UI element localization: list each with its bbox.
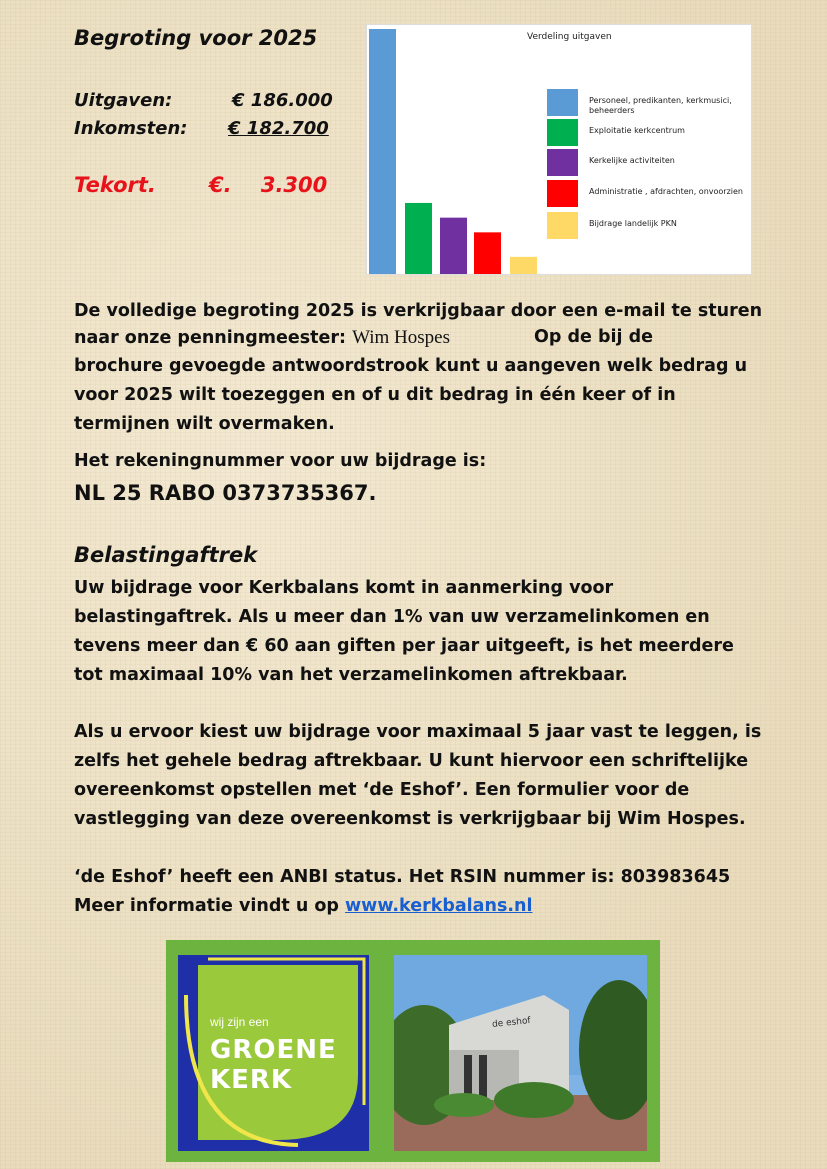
text-line: Het rekeningnummer voor uw bijdrage is: <box>74 451 487 471</box>
text-line: Uw bijdrage voor Kerkbalans komt in aanmerking voor <box>74 578 614 598</box>
text-line <box>74 325 827 351</box>
text-line: termijnen wilt overmaken. <box>74 414 335 434</box>
text-line: Als u ervoor kiest uw bijdrage voor maximaal 5 jaar vast te leggen, is <box>74 722 762 742</box>
bar-2 <box>405 203 432 274</box>
legend-label: Kerkelijke activiteiten <box>589 156 675 165</box>
text-line: tot maximaal 10% van het verzamelinkomen aftrekbaar. <box>74 665 628 685</box>
text-line: belastingaftrek. Als u meer dan 1% van uw verzamelinkomen en <box>74 607 710 627</box>
text-span: Op de bij de <box>534 327 653 347</box>
text-span: naar onze penningmeester: <box>74 328 346 348</box>
text-span: Meer informatie vindt u op <box>74 896 339 916</box>
text-line: ‘de Eshof’ heeft een ANBI status. Het RSIN nummer is: 803983645 <box>74 867 731 887</box>
income-label: Inkomsten: <box>74 118 188 139</box>
expense-chart <box>366 24 752 275</box>
text-line: De volledige begroting 2025 is verkrijgbaar door een e-mail te sturen <box>74 301 763 321</box>
text-line: vastlegging van deze overeenkomst is verkrijgbaar bij Wim Hospes. <box>74 809 746 829</box>
bar-4 <box>474 232 501 274</box>
text-line: overeenkomst opstellen met ‘de Eshof’. Een formulier voor de <box>74 780 690 800</box>
building-sign: de eshof <box>491 1016 532 1030</box>
bar-3 <box>440 218 467 274</box>
legend-swatch <box>547 119 578 146</box>
legend-label: Personeel, predikanten, kerkmusici, beheerders <box>589 96 732 115</box>
account-number: NL 25 RABO 0373735367. <box>74 481 377 505</box>
legend-swatch <box>547 89 578 116</box>
kerkbalans-link[interactable]: www.kerkbalans.nl <box>345 896 533 916</box>
building-graphic <box>394 955 647 1151</box>
treasurer-name: Wim Hospes <box>352 327 451 348</box>
chart-title: Verdeling uitgaven <box>527 32 612 42</box>
legend-swatch <box>547 180 578 207</box>
deficit-value: €. 3.300 <box>209 173 328 197</box>
footer-banner <box>166 940 660 1162</box>
expenses-value: € 186.000 <box>232 90 333 111</box>
text-line: tevens meer dan € 60 aan giften per jaar uitgeeft, is het meerdere <box>74 636 734 656</box>
legend-swatch <box>547 149 578 176</box>
text-line: zelfs het gehele bedrag aftrekbaar. U kunt hiervoor een schriftelijke <box>74 751 749 771</box>
church-building-photo <box>394 955 647 1151</box>
legend-label: Administratie , afdrachten, onvoorzien <box>589 187 743 196</box>
bar-5 <box>510 257 537 274</box>
legend-label: Exploitatie kerkcentrum <box>589 126 685 135</box>
text-line <box>74 894 774 919</box>
income-value: € 182.700 <box>228 118 329 139</box>
bar-1 <box>369 29 396 274</box>
logo-line1: GROENE <box>210 1035 337 1065</box>
text-line: brochure gevoegde antwoordstrook kunt u aangeven welk bedrag u <box>74 356 748 376</box>
legend-swatch <box>547 212 578 239</box>
text-line: voor 2025 wilt toezeggen en of u dit bedrag in één keer of in <box>74 385 676 405</box>
expenses-label: Uitgaven: <box>74 90 173 111</box>
legend-label: Bijdrage landelijk PKN <box>589 219 677 228</box>
budget-title: Begroting voor 2025 <box>74 26 318 50</box>
groene-kerk-logo <box>178 955 369 1151</box>
logo-line2: KERK <box>210 1065 293 1095</box>
tax-heading: Belastingaftrek <box>74 543 258 567</box>
deficit-label: Tekort. <box>74 173 156 197</box>
logo-small-text: wij zijn een <box>210 1015 269 1029</box>
